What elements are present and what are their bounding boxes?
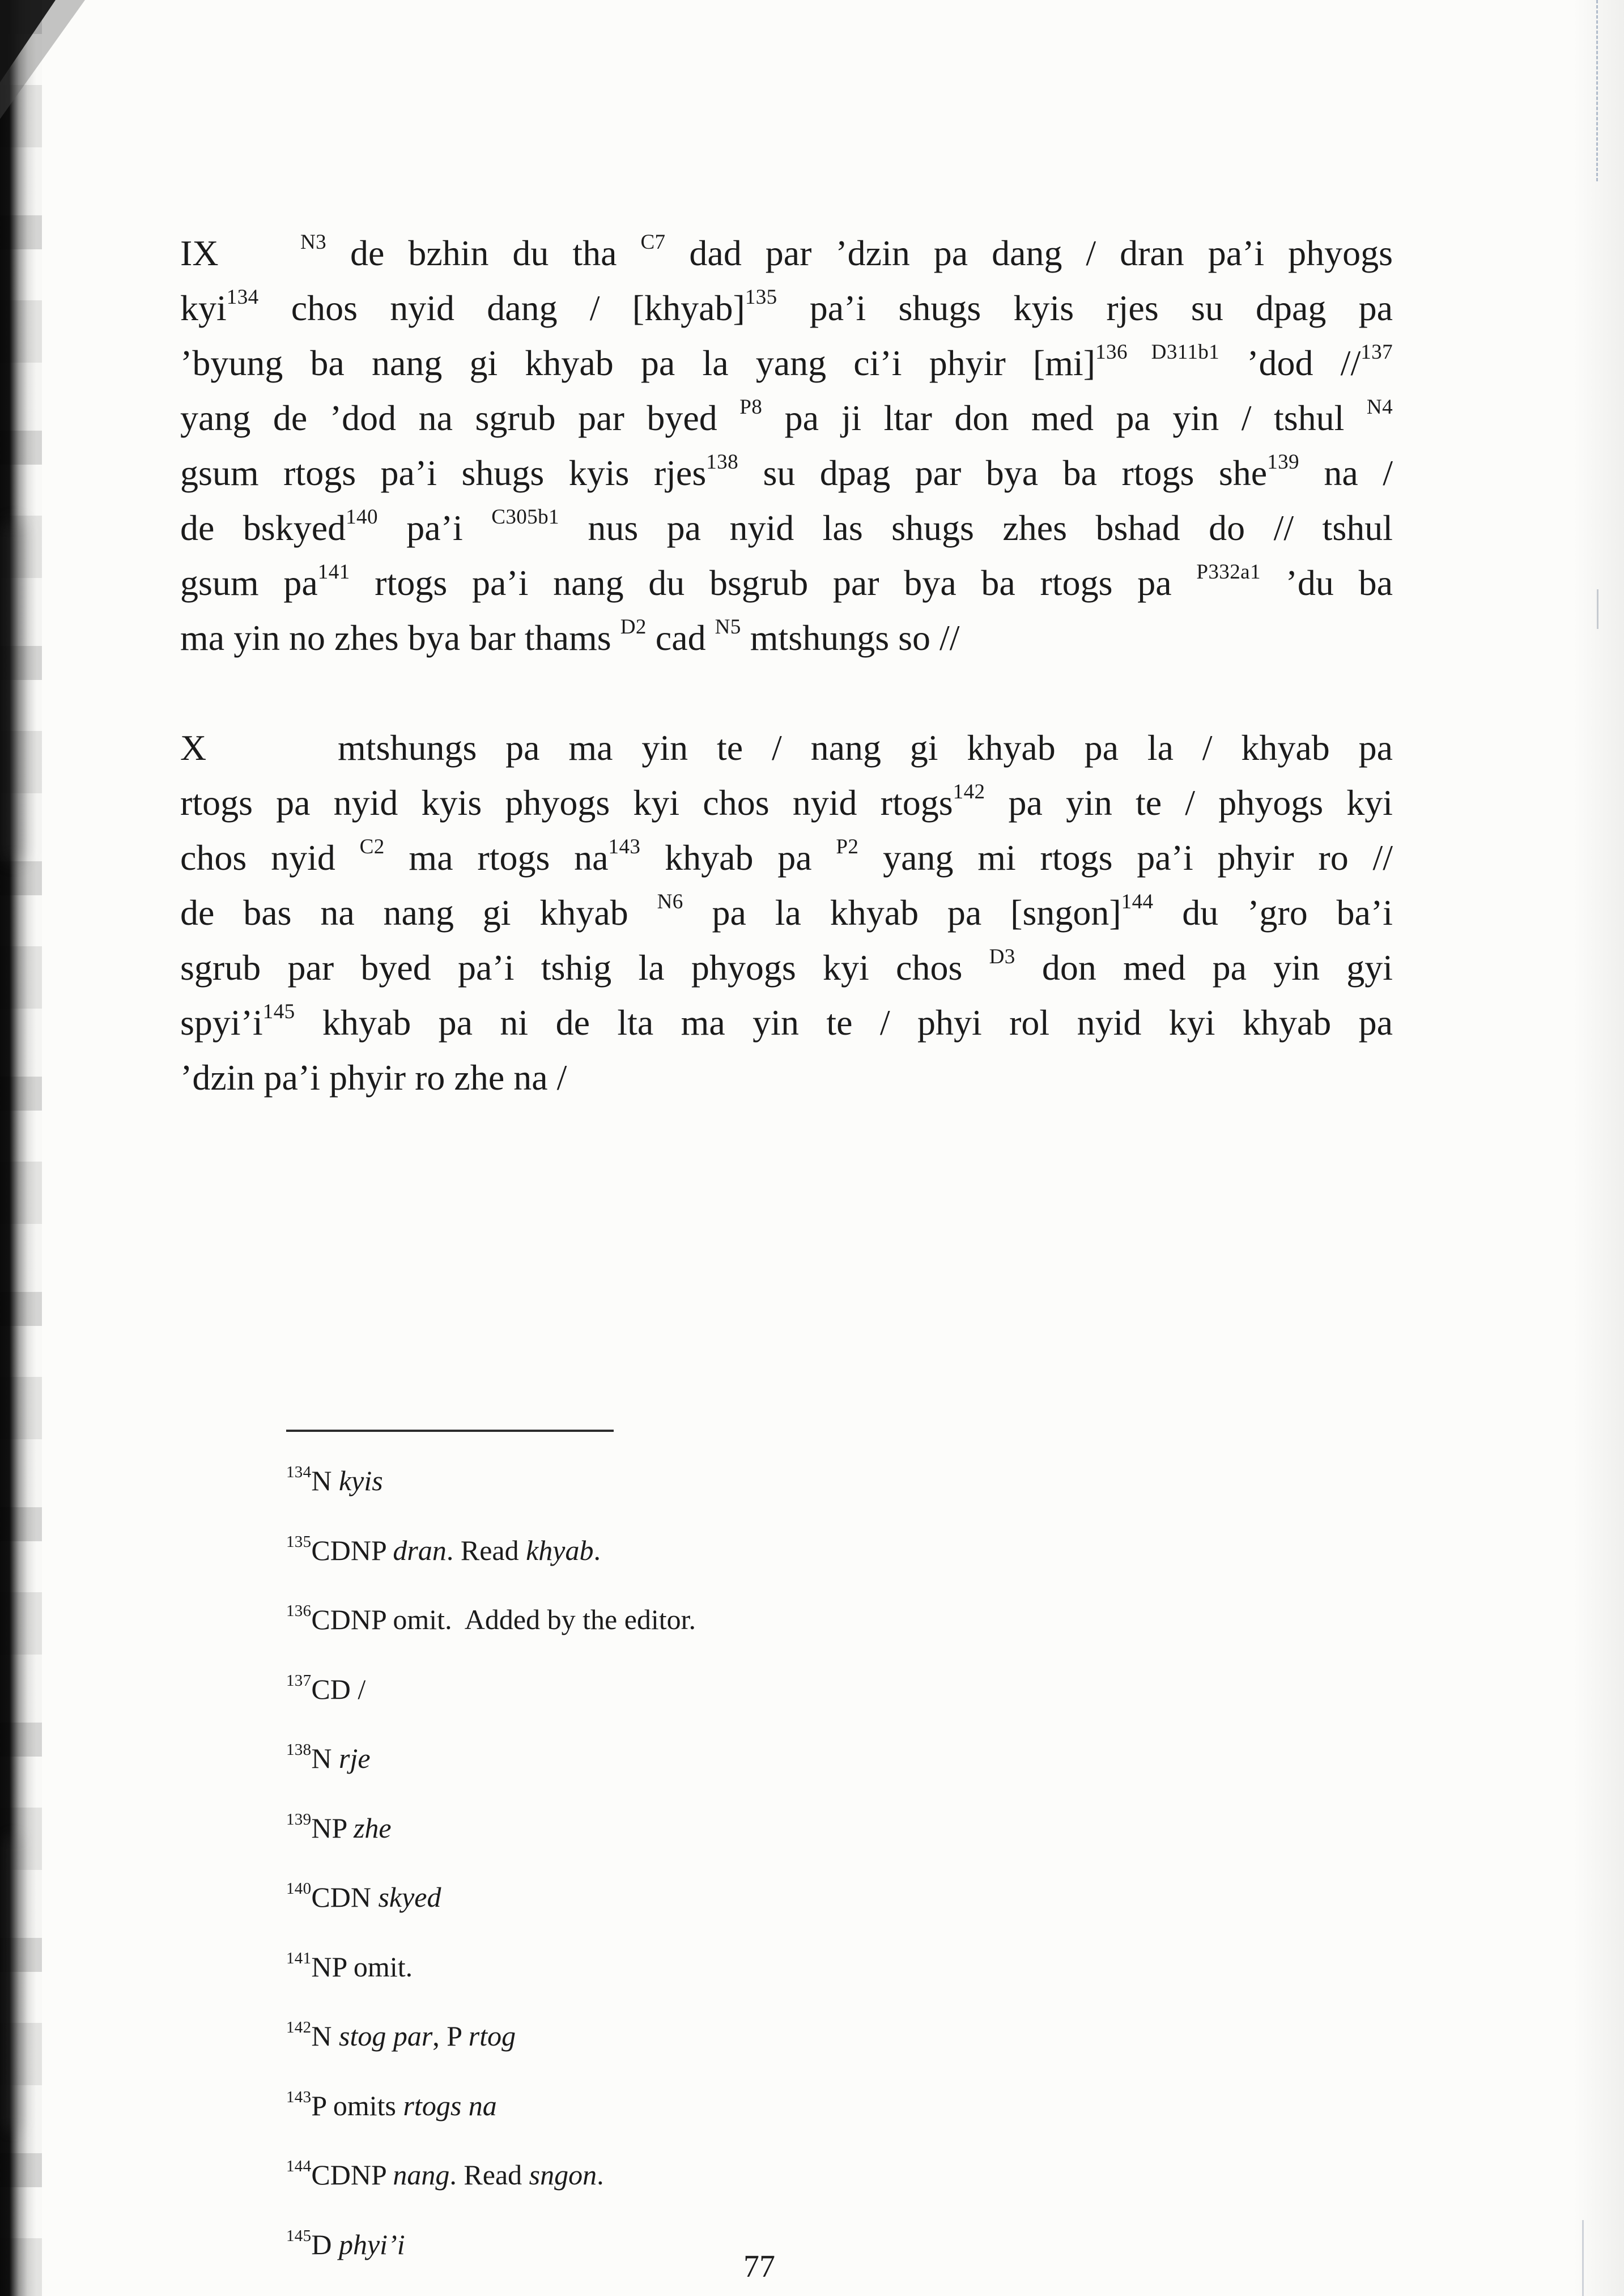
italic-term: skyed bbox=[378, 1881, 441, 1913]
scan-smudge-lower bbox=[6, 1836, 20, 2131]
text-line: yang de ’dod na sgrub par byed $^{P8}$ pa ji ltar don med pa yin / tshul $^{N4}$ bbox=[180, 396, 1393, 438]
scan-artifact-line-bottom bbox=[1582, 2220, 1584, 2296]
footnote-135: $^{135}$CDNP dran. Read khyab. bbox=[286, 1532, 601, 1566]
footnote-separator bbox=[286, 1430, 614, 1432]
footnote-137: $^{137}$CD / bbox=[286, 1671, 366, 1705]
note-reference: N6 bbox=[657, 890, 683, 913]
paragraph-X bbox=[180, 720, 1393, 1105]
text-line: chos nyid $^{C2}$ ma rtogs na$^{143}$ khyab pa $^{P2}$ yang mi rtogs pa’i phyir ro // bbox=[180, 835, 1393, 878]
italic-term: zhe bbox=[353, 1812, 392, 1844]
footnote-142: $^{142}$N stog par, P rtog bbox=[286, 2018, 516, 2052]
footnote-number: 137 bbox=[286, 1671, 312, 1690]
scan-artifact-tick bbox=[1597, 589, 1599, 629]
note-reference: 141 bbox=[317, 560, 350, 584]
text-line: X mtshungs pa ma yin te / nang gi khyab pa la / khyab pa bbox=[180, 720, 1393, 775]
text-line: ma yin no zhes bya bar thams $^{D2}$ cad $^{N5}$ mtshungs so // bbox=[180, 615, 960, 658]
footnote-number: 139 bbox=[286, 1810, 312, 1829]
note-reference: 142 bbox=[953, 780, 985, 803]
footnote-number: 134 bbox=[286, 1463, 312, 1482]
page-edge-shade bbox=[1573, 0, 1624, 2296]
scan-smudge-upper bbox=[3, 521, 24, 861]
section-label: IX bbox=[180, 233, 219, 273]
page-number: 77 bbox=[743, 2249, 775, 2284]
note-reference: C7 bbox=[640, 231, 666, 254]
note-reference: 145 bbox=[262, 1000, 295, 1023]
footnote-140: $^{140}$CDN skyed bbox=[286, 1880, 441, 1913]
note-reference: 139 bbox=[1267, 450, 1299, 474]
footnote-134: $^{134}$N kyis bbox=[286, 1463, 383, 1496]
note-reference: D3 bbox=[989, 945, 1015, 968]
footnote-141: $^{141}$NP omit. bbox=[286, 1949, 413, 1983]
italic-term: kyis bbox=[338, 1465, 383, 1496]
text-line: sgrub par byed pa’i tshig la phyogs kyi chos $^{D3}$ don med pa yin gyi bbox=[180, 945, 1393, 988]
note-reference: C2 bbox=[359, 835, 385, 858]
note-reference: 144 bbox=[1121, 890, 1154, 913]
note-reference: P332a1 bbox=[1196, 560, 1261, 584]
note-reference: 135 bbox=[745, 286, 777, 309]
binding-corner-dark bbox=[0, 0, 56, 82]
note-reference: N3 bbox=[300, 231, 327, 254]
italic-term: phyi’i bbox=[338, 2228, 405, 2260]
note-reference: 138 bbox=[706, 450, 739, 474]
note-reference: P8 bbox=[739, 396, 763, 419]
note-reference: D2 bbox=[620, 615, 647, 639]
text-line: spyi’i$^{145}$ khyab pa ni de lta ma yin te / phyi rol nyid kyi khyab pa bbox=[180, 1000, 1393, 1043]
italic-term: khyab bbox=[526, 1534, 594, 1566]
italic-term: dran bbox=[393, 1534, 447, 1566]
note-reference: 137 bbox=[1361, 341, 1393, 364]
footnote-number: 140 bbox=[286, 1880, 312, 1898]
footnotes bbox=[286, 1446, 1374, 2279]
section-label: X bbox=[180, 728, 207, 768]
italic-term: stog par bbox=[338, 2020, 433, 2052]
footnote-number: 138 bbox=[286, 1741, 312, 1759]
note-reference: 136 D311b1 bbox=[1095, 341, 1220, 364]
footnote-number: 142 bbox=[286, 2018, 312, 2037]
paragraph-IX bbox=[180, 226, 1393, 665]
footnote-144: $^{144}$CDNP nang. Read sngon. bbox=[286, 2157, 604, 2191]
note-reference: N4 bbox=[1366, 396, 1393, 419]
footnote-number: 136 bbox=[286, 1602, 312, 1621]
text-line: rtogs pa nyid kyis phyogs kyi chos nyid rtogs$^{142}$ pa yin te / phyogs kyi bbox=[180, 780, 1393, 823]
footnote-139: $^{139}$NP zhe bbox=[286, 1810, 392, 1844]
footnote-138: $^{138}$N rje bbox=[286, 1741, 371, 1774]
footnote-143: $^{143}$P omits rtogs na bbox=[286, 2087, 497, 2121]
text-line: IX $^{N3}$ de bzhin du tha $^{C7}$ dad par ’dzin pa dang / dran pa’i phyogs bbox=[180, 226, 1393, 280]
italic-term: rtogs na bbox=[403, 2089, 497, 2121]
body-text bbox=[180, 226, 1393, 1105]
footnote-number: 143 bbox=[286, 2087, 312, 2106]
italic-term: rje bbox=[338, 1742, 371, 1774]
footnote-number: 141 bbox=[286, 1949, 312, 1967]
italic-term: nang bbox=[393, 2159, 450, 2191]
scan-artifact-line-top bbox=[1596, 0, 1598, 181]
text-line: gsum rtogs pa’i shugs kyis rjes$^{138}$ su dpag par bya ba rtogs she$^{139}$ na / bbox=[180, 450, 1393, 493]
footnote-145: $^{145}$D phyi’i bbox=[286, 2226, 405, 2260]
text-line: ’byung ba nang gi khyab pa la yang ci’i phyir [mi]$^{136 D311b1}$ ’dod //$^{137}$ bbox=[180, 341, 1393, 383]
note-reference: 143 bbox=[608, 835, 641, 858]
italic-term: rtog bbox=[468, 2020, 516, 2052]
footnote-number: 144 bbox=[286, 2157, 312, 2176]
text-line: kyi$^{134}$ chos nyid dang / [khyab]$^{135}$ pa’i shugs kyis rjes su dpag pa bbox=[180, 286, 1393, 328]
text-line: de bskyed$^{140}$ pa’i $^{C305b1}$ nus pa nyid las shugs zhes bshad do // tshul bbox=[180, 505, 1393, 548]
note-reference: P2 bbox=[836, 835, 859, 858]
footnote-136: $^{136}$CDNP omit. Added by the editor. bbox=[286, 1602, 696, 1635]
note-reference: N5 bbox=[715, 615, 741, 639]
text-line: de bas na nang gi khyab $^{N6}$ pa la khyab pa [sngon]$^{144}$ du ’gro ba’i bbox=[180, 890, 1393, 933]
note-reference: 134 bbox=[226, 286, 259, 309]
text-line: ’dzin pa’i phyir ro zhe na / bbox=[180, 1057, 567, 1098]
note-reference: C305b1 bbox=[491, 505, 559, 529]
text-line: gsum pa$^{141}$ rtogs pa’i nang du bsgrub par bya ba rtogs pa $^{P332a1}$ ’du ba bbox=[180, 560, 1393, 603]
note-reference: 140 bbox=[346, 505, 378, 529]
footnote-number: 145 bbox=[286, 2226, 312, 2245]
italic-term: sngon bbox=[529, 2159, 597, 2191]
footnote-number: 135 bbox=[286, 1532, 312, 1551]
